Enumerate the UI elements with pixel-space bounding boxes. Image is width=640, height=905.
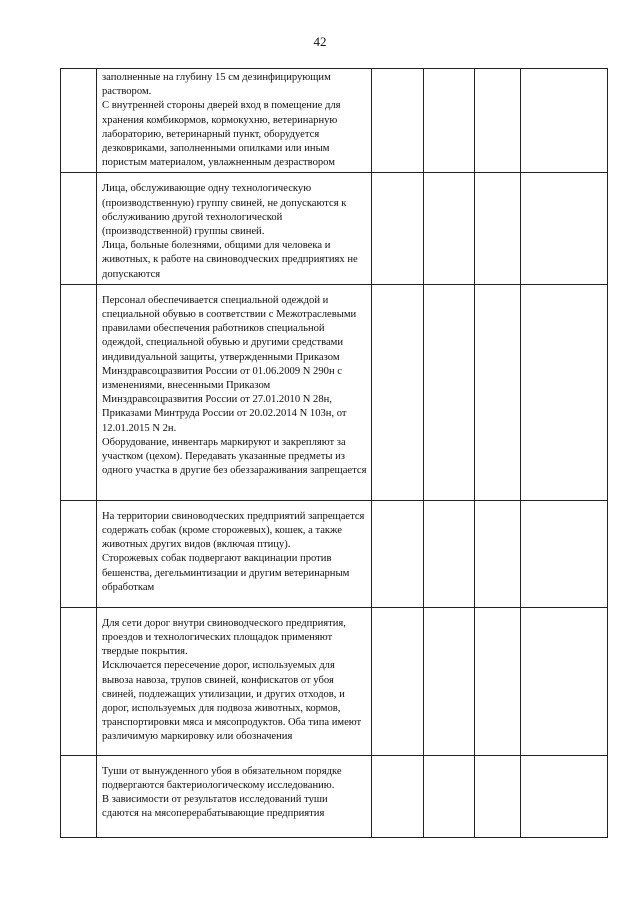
requirement-paragraph: Исключается пересечение дорог, используемых для вывоза навоза, трупов свиней, конфискатов от убоя свиней, подлежащих утилизации, и других отходов, и дорог, используемых для подвоза животных, кормов, транспортировки мяса и мясопродуктов. Оба типа имеют различимую маркировку или обозначения xyxy=(102,660,362,743)
requirement-cell xyxy=(97,69,372,173)
number-cell xyxy=(61,500,97,607)
requirement-paragraph: Сторожевых собак подвергают вакцинации против бешенства, дегельминтизации и другим ветеринарным обработкам xyxy=(102,553,350,593)
requirements-table xyxy=(60,68,608,838)
notes-cell xyxy=(521,755,608,837)
number-cell xyxy=(61,69,97,173)
requirement-paragraph: На территории свиноводческих предприятий запрещается содержать собак (кроме сторожевых), кошек, а также животных других видов (включая птицу). xyxy=(102,510,365,551)
requirement-paragraph: Туши от вынужденного убоя в обязательном порядке подвергаются бактериологическому исследованию. xyxy=(102,765,342,792)
number-cell xyxy=(61,755,97,837)
table-row xyxy=(61,69,608,173)
answer-cell-no xyxy=(424,500,475,607)
answer-cell-yes xyxy=(372,69,424,173)
table-row xyxy=(61,500,608,607)
number-cell xyxy=(61,284,97,500)
requirement-cell xyxy=(97,173,372,284)
requirement-paragraph: Лица, больные болезнями, общими для человека и животных, к работе на свиноводческих предприятиях не допускаются xyxy=(102,240,358,280)
requirement-paragraph: Оборудование, инвентарь маркируют и закрепляют за участком (цехом). Передавать указанные предметы из одного участка в другие без обеззараживания запрещается xyxy=(102,436,367,477)
page-number: 42 xyxy=(313,34,327,49)
answer-cell-yes xyxy=(372,755,424,837)
requirement-cell xyxy=(97,607,372,755)
table-row xyxy=(61,755,608,837)
answer-cell-na xyxy=(475,500,521,607)
answer-cell-na xyxy=(475,69,521,173)
requirement-cell xyxy=(97,284,372,500)
requirement-paragraph: заполненные на глубину 15 см дезинфицирующим раствором. xyxy=(102,72,331,98)
answer-cell-yes xyxy=(372,284,424,500)
notes-cell xyxy=(521,500,608,607)
answer-cell-no xyxy=(424,173,475,284)
table-row xyxy=(61,284,608,500)
answer-cell-na xyxy=(475,755,521,837)
answer-cell-na xyxy=(475,284,521,500)
notes-cell xyxy=(521,173,608,284)
notes-cell xyxy=(521,284,608,500)
number-cell xyxy=(61,607,97,755)
answer-cell-yes xyxy=(372,607,424,755)
answer-cell-no xyxy=(424,69,475,173)
notes-cell xyxy=(521,69,608,173)
answer-cell-yes xyxy=(372,173,424,284)
answer-cell-no xyxy=(424,607,475,755)
answer-cell-na xyxy=(475,607,521,755)
requirement-paragraph: Для сети дорог внутри свиноводческого предприятия, проездов и технологических площадок применяют твердые покрытия. xyxy=(102,617,346,658)
requirement-cell xyxy=(97,500,372,607)
requirement-paragraph: С внутренней стороны дверей вход в помещение для хранения комбикормов, кормокухню, ветеринарную лабораторию, ветеринарный пункт, оборудуется дезковриками, заполненными опилками или иным пористым материалом, увлажненным дезраствором xyxy=(102,100,341,169)
answer-cell-na xyxy=(475,173,521,284)
requirement-paragraph: Персонал обеспечивается специальной одеждой и специальной обувью в соответствии с Межотраслевыми правилами обеспечения работников специальной одеждой, специальной обувью и другими средствами индивидуальной защиты, утвержденными Приказом Минздравсоцразвития России от 01.06.2009 N 290н с изменениями, внесенными Приказом Минздравсоцразвития России от 27.01.2010 N 28н, Приказами Минтруда России от 20.02.2014 N 103н, от 12.01.2015 N 2н. xyxy=(102,294,357,434)
table-row xyxy=(61,173,608,284)
number-cell xyxy=(61,173,97,284)
answer-cell-no xyxy=(424,755,475,837)
requirement-paragraph: В зависимости от результатов исследований туши сдаются на мясоперерабатывающие предприятия xyxy=(102,794,328,820)
requirement-paragraph: Лица, обслуживающие одну технологическую (производственную) группу свиней, не допускаются к обслуживанию другой технологической (производственной) группы свиней. xyxy=(102,183,347,238)
answer-cell-yes xyxy=(372,500,424,607)
table-row xyxy=(61,607,608,755)
requirement-cell xyxy=(97,755,372,837)
answer-cell-no xyxy=(424,284,475,500)
notes-cell xyxy=(521,607,608,755)
